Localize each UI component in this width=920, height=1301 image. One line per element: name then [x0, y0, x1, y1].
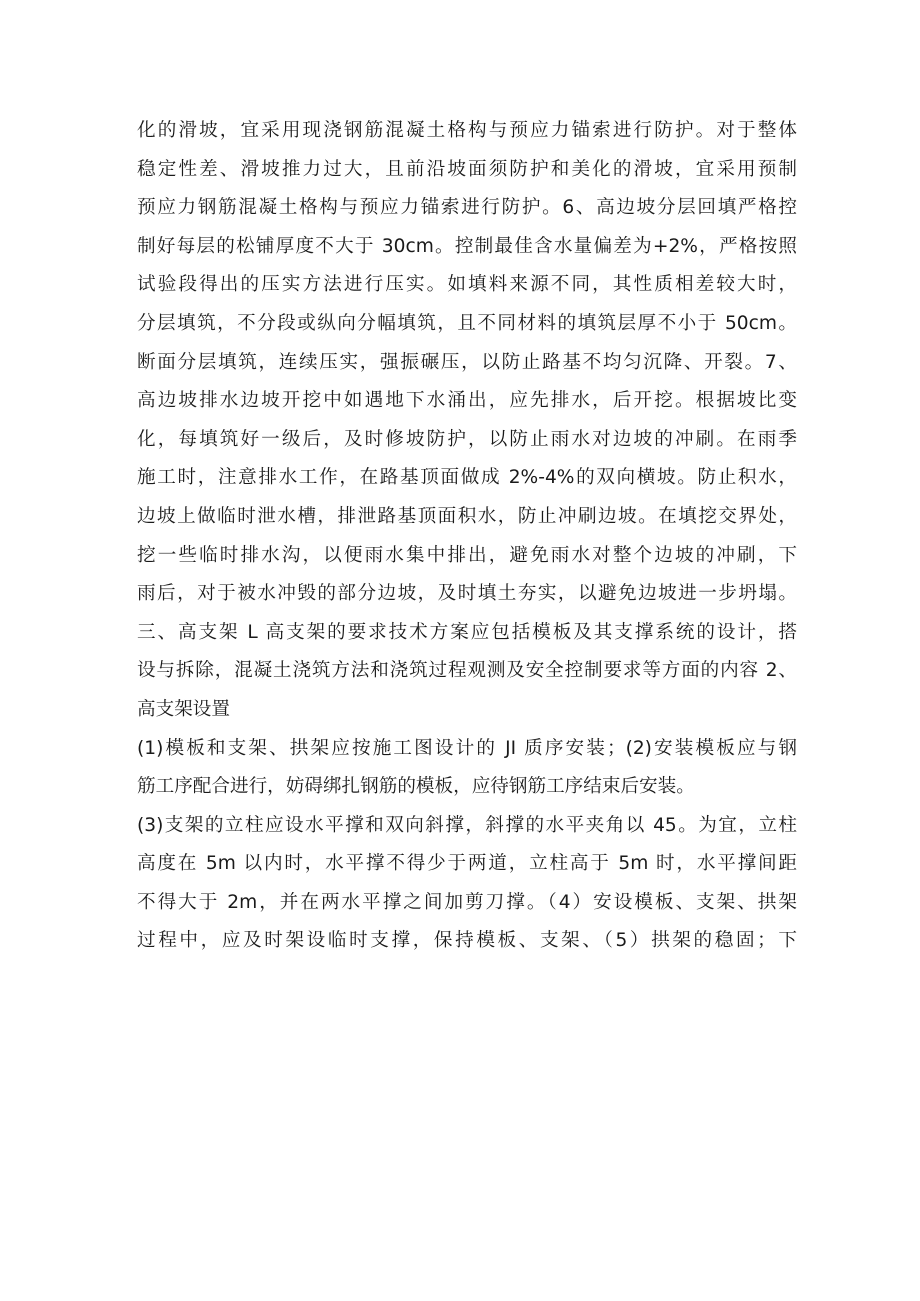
text-line: 高边坡排水边坡开挖中如遇地下水涌出，应先排水，后开挖。根据坡比变: [137, 390, 797, 412]
text-line: 过程中，应及时架设临时支撑，保持模板、支架、（5）拱架的稳固；下: [137, 930, 797, 952]
text-line: (1)模板和支架、拱架应按施工图设计的 JI 质序安装；(2)安装模板应与钢: [137, 737, 797, 759]
text-line: (3)支架的立柱应设水平撑和双向斜撑，斜撑的水平夹角以 45。为宜，立柱: [137, 814, 797, 836]
text-line: 三、高支架 L 高支架的要求技术方案应包括模板及其支撑系统的设计，搭: [137, 621, 797, 643]
text-line: 雨后，对于被水冲毁的部分边坡，及时填土夯实，以避免边坡进一步坍塌。: [137, 583, 797, 605]
text-line: 挖一些临时排水沟，以便雨水集中排出，避免雨水对整个边坡的冲刷，下: [137, 544, 797, 566]
text-line: 试验段得出的压实方法进行压实。如填料来源不同，其性质相差较大时，: [137, 274, 797, 296]
text-line: 边坡上做临时泄水槽，排泄路基顶面积水，防止冲刷边坡。在填挖交界处，: [137, 505, 797, 527]
text-line: 稳定性差、滑坡推力过大，且前沿坡面须防护和美化的滑坡，宜采用预制: [137, 158, 797, 180]
text-line: 不得大于 2m，并在两水平撑之间加剪刀撑。（4）安设模板、支架、拱架: [137, 891, 797, 913]
text-line: 断面分层填筑，连续压实，强振碾压，以防止路基不均匀沉降、开裂。7、: [137, 351, 797, 373]
text-line: 分层填筑，不分段或纵向分幅填筑，且不同材料的填筑层厚不小于 50cm。: [137, 312, 797, 334]
body-text: [137, 112, 797, 961]
text-line: 预应力钢筋混凝土格构与预应力锚索进行防护。6、高边坡分层回填严格控: [137, 197, 797, 219]
text-line: 高支架设置: [137, 698, 230, 720]
text-line: 化，每填筑好一级后，及时修坡防护，以防止雨水对边坡的冲刷。在雨季: [137, 428, 797, 450]
text-line: 筋工序配合进行，妨碍绑扎钢筋的模板，应待钢筋工序结束后安装。: [137, 776, 695, 798]
text-line: 设与拆除，混凝土浇筑方法和浇筑过程观测及安全控制要求等方面的内容 2、: [137, 660, 797, 682]
text-line: 高度在 5m 以内时，水平撑不得少于两道，立柱高于 5m 时，水平撑间距: [137, 853, 797, 875]
text-line: 施工时，注意排水工作，在路基顶面做成 2%-4%的双向横坡。防止积水，: [137, 467, 797, 489]
text-line: 制好每层的松铺厚度不大于 30cm。控制最佳含水量偏差为+2%，严格按照: [137, 235, 797, 257]
text-line: 化的滑坡，宜采用现浇钢筋混凝土格构与预应力锚索进行防护。对于整体: [137, 120, 797, 141]
